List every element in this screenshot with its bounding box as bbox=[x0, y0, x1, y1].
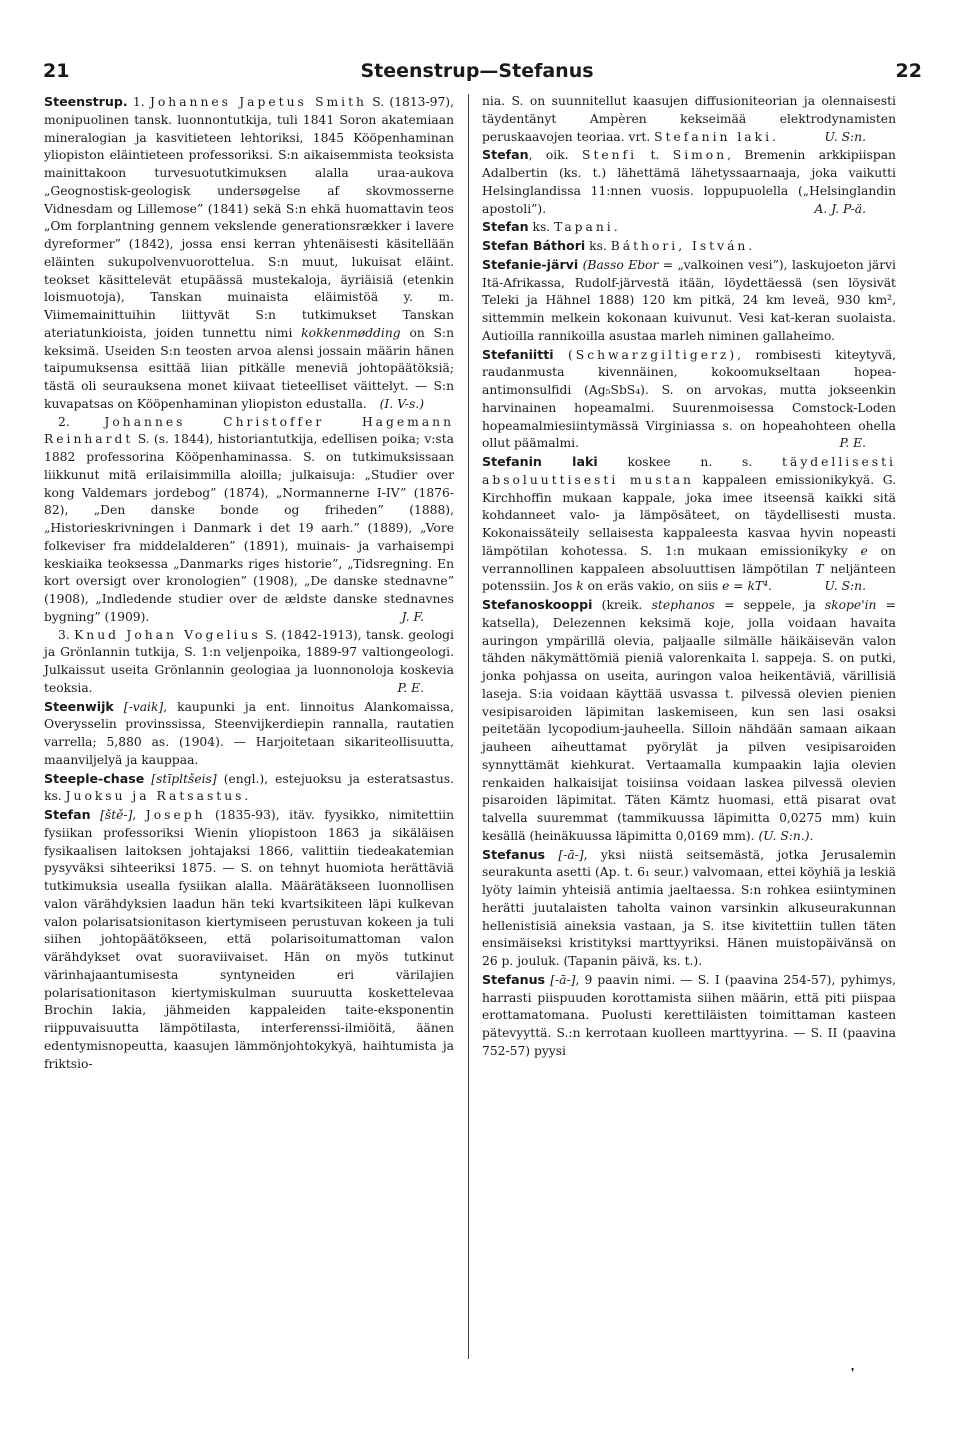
left-column bbox=[44, 93, 454, 1073]
page-title: Steenstrup—Stefanus bbox=[360, 60, 594, 82]
entry-stefan-tapani: Stefan ks. Tapani. bbox=[482, 219, 621, 235]
column-divider bbox=[468, 94, 469, 1359]
entry-stefanus-1: Stefanus [-ā-], yksi niistä seitsemästä, jotka Jerusalemin seurakunta asetti (Ap. t. 6₁ seur.) valvomaan, ettei köyhiä ja leskiä lyöty laimin yhteisiä antimia jaeltaessa. S:n rohkea esiintyminen herätti juutalaisten taholta vainon varsinkin alkuseurakunnan hellenistisiä aineksia vastaan, ja S. itse kivitettiin tullen täten ensimäiseksi kristityksi marttyyriksi. Hänen muistopäivänsä on 26 p. jouluk. (Tapanin päivä, ks. t.). bbox=[482, 846, 896, 968]
right-column bbox=[482, 93, 896, 1061]
entry-steenwijk: Steenwijk [-vaik], kaupunki ja ent. linnoitus Alankomaissa, Overysselin provinssissa, Steenvijkerdiepin rannalla, rautatien varrella; 5,880 as. (1904). — Harjoitetaan sikariteollisuutta, maanviljelyä ja kauppaa. bbox=[44, 698, 454, 767]
entry-stefan-joseph: Stefan [ště-], Joseph (1835-93), itäv. fyysikko, nimitettiin fysiikan professoriksi Wienin yliopistoon 1863 ja sikäläisen fysikaalisen laitoksen johtajaksi 1866, valittiin tiedeakatemian pysyväksi sihteeriksi 1875. — S. on tehnyt huomiota herättäviä tutkimuksia usealla fysiikan alalla. Määrätäkseen luonnollisen valon värähdyksien laadun hän teki kvartsikiteen läpi kulkevan valon polarisatsionitason kiertymiseen perustuvan kokeen ja tuli siihen johtopäätökseen, että polarisoitumattoman valon värähdykset ovat suoraviivaiset. Hän on myös tutkinut värinhajaantumisesta syntyneiden eri värilajien polarisationitason kiertymiskulman suuruutta koskettelevaa Brochin lakia, jähmeiden kappaleiden taite-eksponentin riippuvaisuutta lämpötilasta, interferenssi-ilmiöitä, äänen edentymisnopeutta, kaasujen lämmönjohtokykyä, haihtumista ja friktsio- bbox=[44, 807, 454, 1071]
entry-stefan-joseph-continued: nia. S. on suunnitellut kaasujen diffusioniteorian ja olennaisesti täydentänyt Ampèren kekseimää elektrodynamisten peruskaavojen teoriaa. vrt. Stefanin laki. U. S:n. bbox=[482, 94, 896, 144]
entry-stefan-stenfi: Stefan, oik. Stenfi t. Simon, Bremenin arkkipiispan Adalbertin (ks. t.) lähettämä lähetyssaarnaaja, joka vaikutti Helsinglandissa 11:nnen vuosis. loppupuolella („Helsinglandin apostoli”). A. J. P-ä. bbox=[482, 147, 896, 216]
entry-steenstrup-3: 3. Knud Johan Vogelius S. (1842-1913), tansk. geologi ja Grönlannin tutkija, S. 1:n veljenpoika, 1889-97 valtiongeologi. Julkaissut useita Grönlannin geologiaa ja luonnonoloja koskevia teoksia. P. E. bbox=[44, 627, 454, 695]
entry-stefanie-jarvi: Stefanie-järvi (Basso Ebor = „valkoinen vesi”), laskujoeton järvi Itä-Afrikassa, Rudolf-järvestä itään, löydettäessä (sen löysivät Teleki ja Hähnel 1888) 120 km pitkä, 24 km leveä, 930 km², sittemmin melkein kokonaan kuivunut. Vesi kat-keran suolaista. Autioilla rannikoilla asustaa marleh niminen gallaheimo. bbox=[482, 256, 896, 343]
entry-steeple-chase: Steeple-chase [stīpltšeis] (engl.), estejuoksu ja esteratsastus. ks. Juoksu ja Ratsastus. bbox=[44, 770, 454, 804]
page-header bbox=[0, 60, 954, 90]
page-mark: ❜ bbox=[851, 1366, 855, 1379]
entry-stefan-bathori: Stefan Báthori ks. Báthori, István. bbox=[482, 238, 756, 253]
entry-steenstrup-1: Steenstrup. 1. Johannes Japetus Smith S. (1813-97), monipuolinen tansk. luonnontutkija, tuli 1841 Soron akatemiaan mineralogian ja kasvitieteen lehtoriksi, 1845 Kööpenhaminan yliopiston eläintieteen professoriksi. S:n aikaisemmista teoksista mainittakoon turvesuotutkimuksen alalla uraa-aukova „Geognostisk-geologisk undersøgelse af skovmosserne Vidnesdam og Lillemose” (1841) sekä S:n ehkä huomattavin teos „Om forplantning gennem vekslende generationsrækker i lavere dyreformer” (1842), jossa ensi kerran yhtenäisesti käsitellään eläinten sukupolvenvuorottelua. S:n muut, lukuisat eläint. teokset käsittelevät etupäässä mustekaloja, äyriäisiä (etenkin loismuotoja), Tanskan muinaista eläimistöä y. m. Viimemainittuihin liittyvät S:n tutkimukset Tanskan ateriatunkioista, joiden tunnettu nimi kokkenmødding on S:n keksimä. Useiden S:n teosten arvoa alensi jossain määrin hänen taipumuksensa esittää liian pitkälle meneviä johtopäätöksiä; tästä oli seurauksena monet kiivaat tieteelliset väittelyt. — S:n kuvapatsas on Kööpenhaminan yliopiston edustalla. (I. V-s.) bbox=[44, 94, 455, 411]
entry-stefanin-laki: Stefanin laki koskee n. s. täydellisesti absoluuttisesti mustan kappaleen emissionikykyä. G. Kirchhoffin mukaan kappale, joka imee itseensä kaikki sitä kohdanneet valo- ja lämpösäteet, on täydellisesti musta. Kokonaissäteily sellaisesta kappaleesta kasvaa hyvin nopeasti lämpötilan kohotessa. S. 1:n mukaan emissionikyky e on verrannollinen kappaleen absoluuttisen lämpötilan T neljänteen potenssiin. Jos k on eräs vakio, on siis e = kT⁴. U. S:n. bbox=[482, 454, 896, 594]
page-number-right: 22 bbox=[895, 60, 922, 82]
entry-stefanoskooppi: Stefanoskooppi (kreik. stephanos = seppele, ja skope'in = katsella), Delezennen keksimä koje, jolla voidaan havaita auringon ympärillä olevia, paljaalle silmälle häikäisevän valon tähden näkymättömiä pieniä valorenkaita l. sappeja. S. on putki, jonka pohjassa on useita, auringon valoa heikentäviä, värillisiä laseja. S:ia voidaan käyttää usvassa t. pilvessä olevien pienien vesipisaroiden läpimitan laskemiseen, kun sen lasi osaksi peitetään lycopodium-jauheella. Silloin nähdään samaan aikaan jauheen aiheuttamat pyörylät ja pilven vesipisaroiden synnyttämät kiehkurat. Vertaamalla kumpaakin lajia olevien renkaiden halkaisijat toisiinsa voidaan laskea pilvessä olevien pisaroiden läpimitat. Täten Kämtz huomasi, että pisarat ovat talvella suuremmat (tammikuussa läpimitta 0,0275 mm) kuin kesällä (heinäkuussa läpimitta 0,0169 mm). (U. S:n.). bbox=[482, 597, 896, 843]
entry-steenstrup-2: 2. Johannes Christoffer Hagemann Reinhardt S. (s. 1844), historiantutkija, edellisen poika; v:sta 1882 professorina Kööpenhaminassa. S. on tutkimuksissaan liikkunut mitä erilaisimmilla aloilla; julkaisuja: „Studier over kong Valdemars jordebog” (1874), „Normannerne I-IV” (1876-82), „Den danske bonde og friheden” (1888), „Historieskrivningen i Danmark i det 19 aarh.” (1889), „Vore folkeviser fra middelalderen” (1891), muinais- ja varhaisempi keskiaika teoksessa „Danmarks riges historie”, „Tidsregning. En kort oversigt over kronologien” (1908), „De danske stednavne” (1908), „Indledende studier over de ældste danske stednavnes bygning” (1909). J. F. bbox=[44, 414, 454, 624]
entry-stefanus-2: Stefanus [-ā-], 9 paavin nimi. — S. I (paavina 254-57), pyhimys, harrasti piispuuden korottamista siihen määrin, että piti piispaa erottamatomana. Puolusti kerettiläisten toimittaman kasteen pätevyyttä. S.:n kerrotaan kuolleen marttyyrina. — S. II (paavina 752-57) pyysi bbox=[482, 971, 896, 1058]
page-number-left: 21 bbox=[43, 60, 70, 82]
entry-stefaniitti: Stefaniitti (Schwarzgiltigerz), rombisesti kiteytyvä, raudanmusta kivennäinen, kokoomukseltaan hopea-antimonsulfidi (Ag₅SbS₄). S. on arvokas, mutta jokseenkin harvinainen hopeamalmi. Suurenmoisessa Comstock-Loden hopeamalmiesiintymässä Virginiassa s. on hopeahohteen ohella ollut päämalmi. P. E. bbox=[482, 346, 896, 451]
